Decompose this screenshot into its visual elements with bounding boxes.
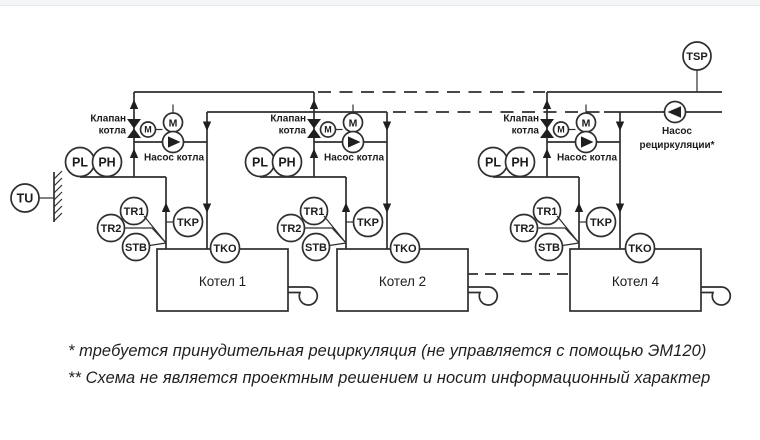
ph-sensor-label: PH <box>511 155 529 170</box>
boiler-valve-icon <box>307 119 321 129</box>
boiler-valve-label-line2: котла <box>278 125 306 137</box>
tr2-sensor-label: TR2 <box>100 223 122 235</box>
tko-sensor-label: TKO <box>628 243 652 255</box>
boiler-pump-label: Насос котла <box>557 152 618 164</box>
valve-motor-label: M <box>144 124 152 135</box>
boiler-valve-icon <box>127 129 141 139</box>
tsp-sensor-label: TSP <box>686 51 708 63</box>
flow-arrow-down-icon <box>383 204 391 214</box>
tkp-sensor-label: TKP <box>177 217 199 229</box>
stb-sensor-label: STB <box>125 242 147 254</box>
flow-arrow-up-icon <box>310 100 318 110</box>
footnote-recirculation: * требуется принудительная рециркуляция (не управляется с помощью ЭМ120) <box>68 342 707 360</box>
boiler-name: Котел 1 <box>198 274 247 289</box>
pl-sensor-label: PL <box>485 155 501 170</box>
flow-arrow-up-icon <box>575 203 583 213</box>
flow-arrow-up-icon <box>543 149 551 159</box>
boiler-name: Котел 4 <box>611 274 660 289</box>
boiler-drain-icon <box>701 287 730 305</box>
pl-sensor-label: PL <box>72 155 88 170</box>
recirculation-pump-label-line2: рециркуляции* <box>639 140 715 151</box>
flow-arrow-up-icon <box>543 100 551 110</box>
boiler-valve-label-line1: Клапан <box>503 113 539 125</box>
pl-sensor-label: PL <box>252 155 268 170</box>
boiler-name: Котел 2 <box>378 274 427 289</box>
recirculation-pump-label-line1: Насос <box>662 126 692 137</box>
valve-motor-label: M <box>324 124 332 135</box>
boiler-valve-icon <box>540 119 554 129</box>
tr2-sensor-label: TR2 <box>513 223 535 235</box>
stb-sensor-label: STB <box>305 242 327 254</box>
tr2-sensor-label: TR2 <box>280 223 302 235</box>
tsp-sensor <box>683 42 711 92</box>
flow-arrow-up-icon <box>342 203 350 213</box>
boiler-drain-icon <box>468 287 497 305</box>
wall-hatching-icon <box>54 171 62 221</box>
valve-motor-label: M <box>557 124 565 135</box>
flow-arrow-down-icon <box>383 122 391 132</box>
tr1-sensor-label: TR1 <box>536 206 558 218</box>
flow-arrow-down-icon <box>616 122 624 132</box>
pump-motor-label: M <box>348 117 358 130</box>
ph-sensor-label: PH <box>98 155 116 170</box>
flow-arrow-down-icon <box>616 204 624 214</box>
stb-sensor-label: STB <box>538 242 560 254</box>
outdoor-sensor-assembly <box>11 171 62 222</box>
flow-arrow-up-icon <box>130 149 138 159</box>
pump-motor-label: M <box>168 117 178 130</box>
flow-arrow-down-icon <box>203 204 211 214</box>
boiler-valve-label-line1: Клапан <box>90 113 126 125</box>
tr1-sensor-label: TR1 <box>303 206 325 218</box>
recirculation-pump <box>639 102 714 152</box>
boiler-valve-icon <box>127 119 141 129</box>
footnote-disclaimer: ** Схема не является проектным решением и носит информационный характер <box>68 369 711 387</box>
pump-motor-label: M <box>581 117 591 130</box>
flow-arrow-up-icon <box>310 149 318 159</box>
tkp-sensor-label: TKP <box>357 217 379 229</box>
boiler-pump-label: Насос котла <box>144 152 205 164</box>
boiler-valve-label-line1: Клапан <box>270 113 306 125</box>
boiler-valve-label-line2: котла <box>98 125 126 137</box>
boiler-pump-label: Насос котла <box>324 152 385 164</box>
boiler-valve-icon <box>540 129 554 139</box>
flow-arrow-up-icon <box>162 203 170 213</box>
boiler-valve-icon <box>307 129 321 139</box>
tko-sensor-label: TKO <box>393 243 417 255</box>
flow-arrow-up-icon <box>130 100 138 110</box>
tu-sensor-label: TU <box>16 191 34 206</box>
boiler-unit-4 <box>479 92 731 311</box>
ph-sensor-label: PH <box>278 155 296 170</box>
tkp-sensor-label: TKP <box>590 217 612 229</box>
tr1-sensor-label: TR1 <box>123 206 145 218</box>
flow-arrow-down-icon <box>203 122 211 132</box>
tko-sensor-label: TKO <box>213 243 237 255</box>
boiler-valve-label-line2: котла <box>511 125 539 137</box>
boiler-drain-icon <box>288 287 317 305</box>
